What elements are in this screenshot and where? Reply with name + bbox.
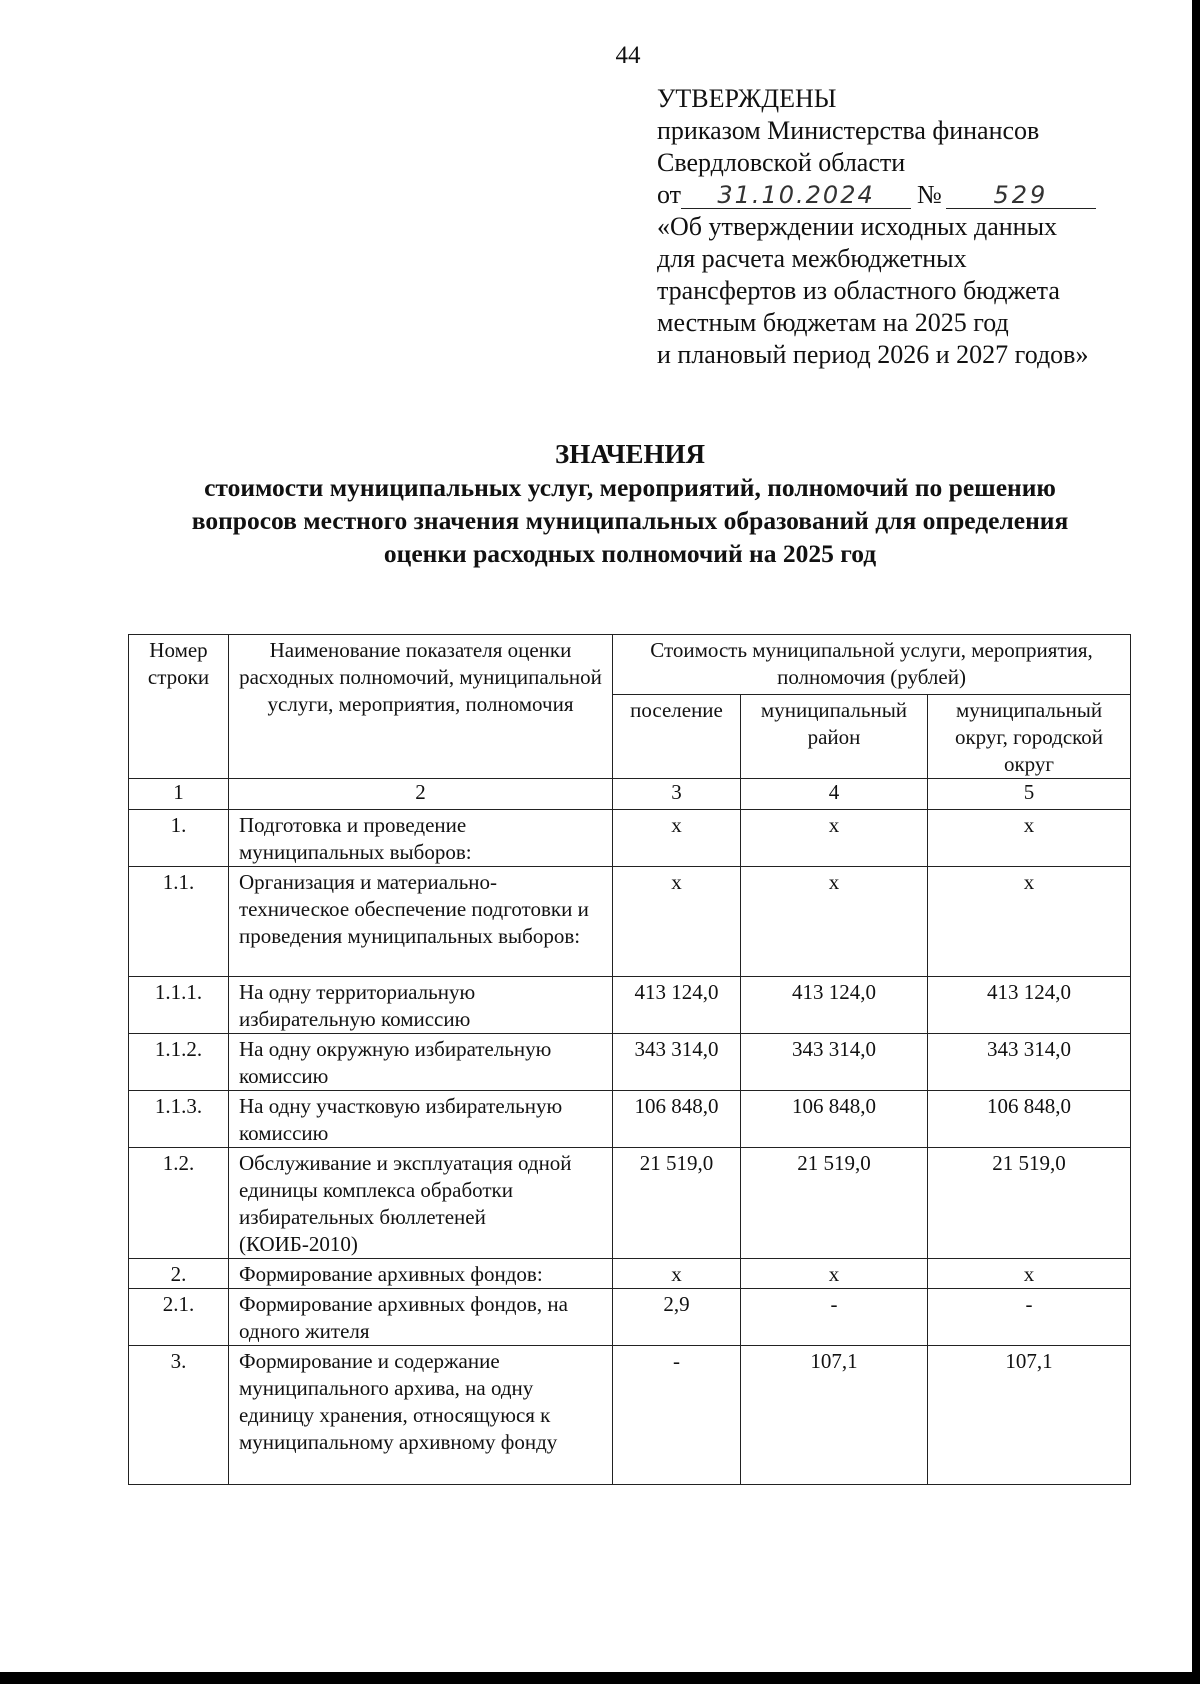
row-district-value: 106 848,0	[741, 1091, 928, 1148]
header-settlement: поселение	[613, 695, 741, 779]
row-district-value: 413 124,0	[741, 977, 928, 1034]
row-okrug-value: 107,1	[928, 1346, 1131, 1485]
row-okrug-value: -	[928, 1289, 1131, 1346]
row-name: На одну участковую избирательную комиссию	[229, 1091, 613, 1148]
row-okrug-value: х	[928, 1259, 1131, 1289]
row-okrug-value: х	[928, 867, 1131, 977]
row-number: 1.1.	[129, 867, 229, 977]
header-district: муниципальный район	[741, 695, 928, 779]
row-number: 1.2.	[129, 1148, 229, 1259]
table-header-row-1	[129, 635, 1131, 695]
approval-stamp-block	[657, 83, 1157, 371]
approval-subject-line-4: местным бюджетам на 2025 год	[657, 308, 1009, 337]
approval-title: УТВЕРЖДЕНЫ	[657, 84, 837, 113]
row-settlement-value: х	[613, 1259, 741, 1289]
row-okrug-value: 21 519,0	[928, 1148, 1131, 1259]
row-number: 1.1.3.	[129, 1091, 229, 1148]
header-row-number: Номер строки	[129, 635, 229, 779]
row-name: Формирование и содержание муниципального архива, на одну единицу хранения, относящуюся к муниципальному архивному фонду	[229, 1346, 613, 1485]
table-row	[129, 810, 1131, 867]
table-row	[129, 867, 1131, 977]
table-row	[129, 1259, 1131, 1289]
row-settlement-value: х	[613, 867, 741, 977]
row-settlement-value: х	[613, 810, 741, 867]
number-sign: №	[917, 180, 942, 209]
row-number: 1.1.2.	[129, 1034, 229, 1091]
document-subtitle-line-1: стоимости муниципальных услуг, мероприятий, полномочий по решению	[204, 473, 1056, 502]
cost-values-table	[128, 634, 1131, 1485]
column-index-cell: 1	[129, 779, 229, 810]
row-name: Организация и материально-техническое обеспечение подготовки и проведения муниципальных выборов:	[229, 867, 613, 977]
table-row	[129, 1034, 1131, 1091]
row-number: 2.1.	[129, 1289, 229, 1346]
table-row	[129, 1346, 1131, 1485]
row-district-value: 343 314,0	[741, 1034, 928, 1091]
date-prefix: от	[657, 180, 682, 209]
row-number: 2.	[129, 1259, 229, 1289]
row-number: 1.	[129, 810, 229, 867]
row-name: На одну территориальную избирательную комиссию	[229, 977, 613, 1034]
table-row	[129, 1091, 1131, 1148]
row-district-value: х	[741, 867, 928, 977]
row-okrug-value: 413 124,0	[928, 977, 1131, 1034]
row-district-value: 21 519,0	[741, 1148, 928, 1259]
row-settlement-value: -	[613, 1346, 741, 1485]
page-number: 44	[615, 42, 641, 69]
table-row	[129, 977, 1131, 1034]
row-name: На одну окружную избирательную комиссию	[229, 1034, 613, 1091]
approval-line-2: Свердловской области	[657, 148, 906, 177]
column-index-cell: 5	[928, 779, 1131, 810]
approval-date-line	[657, 179, 1157, 211]
row-name: Обслуживание и эксплуатация одной единицы комплекса обработки избирательных бюллетеней (КОИБ-2010)	[229, 1148, 613, 1259]
row-district-value: -	[741, 1289, 928, 1346]
approval-subject-line-2: для расчета межбюджетных	[657, 244, 967, 273]
scan-edge-bottom	[0, 1672, 1200, 1684]
approval-subject-line-3: трансфертов из областного бюджета	[657, 276, 1060, 305]
row-okrug-value: х	[928, 810, 1131, 867]
header-cost-group: Стоимость муниципальной услуги, мероприятия, полномочия (рублей)	[613, 635, 1131, 695]
document-title: ЗНАЧЕНИЯ	[555, 439, 705, 469]
handwritten-order-number: 529	[946, 182, 1096, 209]
row-name: Подготовка и проведение муниципальных выборов:	[229, 810, 613, 867]
approval-line-1: приказом Министерства финансов	[657, 116, 1040, 145]
handwritten-date: 31.10.2024	[681, 182, 911, 209]
approval-subject-line-5: и плановый период 2026 и 2027 годов»	[657, 340, 1089, 369]
table-row	[129, 1148, 1131, 1259]
row-district-value: 107,1	[741, 1346, 928, 1485]
column-index-row	[129, 779, 1131, 810]
scan-edge-right	[1192, 0, 1200, 1684]
row-okrug-value: 343 314,0	[928, 1034, 1131, 1091]
column-index-cell: 3	[613, 779, 741, 810]
row-okrug-value: 106 848,0	[928, 1091, 1131, 1148]
row-settlement-value: 106 848,0	[613, 1091, 741, 1148]
row-name: Формирование архивных фондов:	[229, 1259, 613, 1289]
document-subtitle-line-2: вопросов местного значения муниципальных образований для определения	[191, 506, 1069, 535]
document-subtitle-line-3: оценки расходных полномочий на 2025 год	[383, 539, 877, 568]
approval-subject-line-1: «Об утверждении исходных данных	[657, 212, 1058, 241]
row-settlement-value: 21 519,0	[613, 1148, 741, 1259]
row-number: 3.	[129, 1346, 229, 1485]
column-index-cell: 2	[229, 779, 613, 810]
row-district-value: х	[741, 810, 928, 867]
column-index-cell: 4	[741, 779, 928, 810]
row-settlement-value: 2,9	[613, 1289, 741, 1346]
row-settlement-value: 413 124,0	[613, 977, 741, 1034]
row-district-value: х	[741, 1259, 928, 1289]
row-name: Формирование архивных фондов, на одного жителя	[229, 1289, 613, 1346]
row-number: 1.1.1.	[129, 977, 229, 1034]
header-okrug: муниципальный округ, городской округ	[928, 695, 1131, 779]
header-indicator-name: Наименование показателя оценки расходных полномочий, муниципальной услуги, мероприятия, полномочия	[229, 635, 613, 779]
table-row	[129, 1289, 1131, 1346]
document-heading	[100, 437, 1160, 570]
row-settlement-value: 343 314,0	[613, 1034, 741, 1091]
